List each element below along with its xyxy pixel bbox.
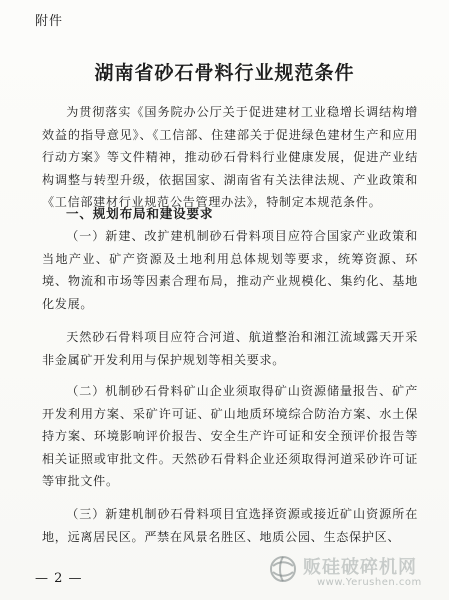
intro-paragraph: 为贯彻落实《国务院办公厅关于促进建材工业稳增长调结构增效益的指导意见》、《工信部、住建部关于促进绿色建材生产和应用行动方案》等文件精神，推动砂石骨料行业健康发展，促进产业结构调整与转型升级，依据国家、湖南省有关法律法规、产业政策和《工信部建材行业规范公告管理办法》，特制定本规范条件。 [42, 105, 418, 209]
paragraph-3: （二）机制砂石骨料矿山企业须取得矿山资源储量报告、矿产开发利用方案、采矿许可证、矿山地质环境综合防治方案、水土保持方案、环境影响评价报告、安全生产许可证和安全预评价报告等相关证照或审批文件。天然砂石骨料企业还须取得河道采砂许可证等审批文件。 [42, 384, 418, 488]
paragraph-2: 天然砂石骨料项目应符合河道、航道整治和湘江流域露天开采非金属矿开发利用与保护规划等相关要求。 [42, 330, 418, 367]
attachment-label: 附件 [35, 14, 64, 29]
section-heading-planning: 一、规划布局和建设要求 [66, 206, 214, 221]
watermark-url: www.Yerushen.com [317, 577, 422, 588]
watermark-main-text: 贩硅破碎机网 [303, 557, 417, 578]
watermark [269, 551, 439, 593]
paragraph-1: （一）新建、改扩建机制砂石骨料项目应符合国家产业政策和当地产业、矿产资源及土地利用总体规划等要求，统筹资源、环境、物流和市场等因素合理布局，推动产业规模化、集约化、基地化发展。 [42, 229, 418, 311]
document-title: 湖南省砂石骨料行业规范条件 [94, 62, 355, 84]
globe-logo-icon [269, 555, 297, 583]
page-number: — 2 — [35, 571, 83, 586]
paragraph-4: （三）新建机制砂石骨料项目宜选择资源或接近矿山资源所在地，远离居民区。严禁在风景名胜区、地质公园、生态保护区、 [42, 507, 418, 544]
